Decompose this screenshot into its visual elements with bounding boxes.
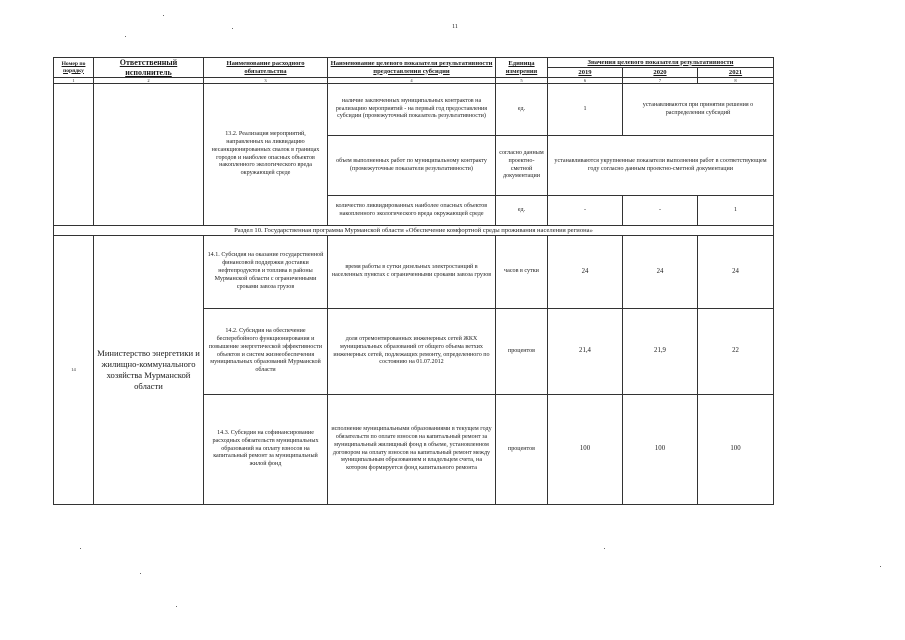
- page-number: 11: [452, 24, 458, 30]
- value-2021-cell: 100: [698, 395, 774, 505]
- value-2021-cell: 22: [698, 309, 774, 395]
- column-number: 3: [204, 78, 328, 84]
- header-year-2020: 2020: [623, 68, 698, 78]
- indicator-cell: количество ликвидированных наиболее опасных объектов накопленного экологического вреда окружающей среде: [328, 196, 496, 226]
- unit-cell: ед.: [496, 84, 548, 136]
- value-2019-cell: 24: [548, 236, 623, 309]
- expense-cell: 14.2. Субсидия на обеспечение бесперебойного функционирования и повышение энергетической эффективности объектов и систем жизнеобеспечения муниципальных образований Мурманской области: [204, 309, 328, 395]
- row-number-cell: 14: [54, 236, 94, 505]
- indicator-cell: время работы в сутки дизельных электростанций в населенных пунктах с ограниченными сроками завоза грузов: [328, 236, 496, 309]
- scan-speck: [176, 606, 177, 607]
- header-year-2019: 2019: [548, 68, 623, 78]
- value-2020-cell: -: [623, 196, 698, 226]
- unit-cell: часов в сутки: [496, 236, 548, 309]
- scan-speck: [232, 28, 233, 29]
- row-number-cell: [54, 84, 94, 226]
- header-num: Номер по порядку: [54, 58, 94, 78]
- executor-cell: [94, 84, 204, 226]
- table-row: [54, 84, 774, 136]
- scan-speck: [140, 573, 141, 574]
- unit-cell: согласно данным проектно-сметной документации: [496, 136, 548, 196]
- expense-cell: 14.1. Субсидия на оказание государственной финансовой поддержки доставки нефтепродуктов и топлива в районы Мурманской области с ограниченными сроками завоза грузов: [204, 236, 328, 309]
- column-number: 7: [623, 78, 698, 84]
- column-number: 1: [54, 78, 94, 84]
- indicator-cell: доля отремонтированных инженерных сетей ЖКХ муниципальных образований от общего объема ветхих инженерных сетей, подлежащих ремонту, определенного по состоянию на 01.07.2012: [328, 309, 496, 395]
- header-unit: Единица измерения: [496, 58, 548, 78]
- value-2020-cell: 100: [623, 395, 698, 505]
- value-2021-cell: 1: [698, 196, 774, 226]
- scan-speck: [880, 566, 881, 567]
- indicators-table: [53, 57, 774, 505]
- value-2021-cell: 24: [698, 236, 774, 309]
- scan-speck: [80, 548, 81, 549]
- unit-cell: ед.: [496, 196, 548, 226]
- indicator-cell: наличие заключенных муниципальных контрактов на реализацию мероприятий - на первый год предоставления субсидии (промежуточный показатель результативности): [328, 84, 496, 136]
- indicator-cell: исполнение муниципальными образованиями в текущем году обязательств по оплате взносов на капитальный ремонт за муниципальный жилищный фонд в объеме, установленном договором на оплату взносов на капитальный ремонт между муниципальным образованием и владельцем счета, на котором формируется фонд капитального ремонта: [328, 395, 496, 505]
- column-number: 6: [548, 78, 623, 84]
- scan-speck: [163, 15, 164, 16]
- value-2019-cell: 21,4: [548, 309, 623, 395]
- column-number: 5: [496, 78, 548, 84]
- unit-cell: процентов: [496, 309, 548, 395]
- section-row: [54, 226, 774, 236]
- indicator-cell: объем выполненных работ по муниципальному контракту (промежуточные показатели результативности): [328, 136, 496, 196]
- unit-cell: процентов: [496, 395, 548, 505]
- header-values: Значения целевого показателя результативности: [548, 58, 774, 68]
- value-2019-cell: -: [548, 196, 623, 226]
- value-2020-cell: 21,9: [623, 309, 698, 395]
- table-row: [54, 236, 774, 309]
- value-2019-cell: 1: [548, 84, 623, 136]
- value-2020-cell: 24: [623, 236, 698, 309]
- column-number: 2: [94, 78, 204, 84]
- header-year-2021: 2021: [698, 68, 774, 78]
- scan-speck: [604, 548, 605, 549]
- expense-cell: 14.3. Субсидия на софинансирование расходных обязательств муниципальных образований на оплату взносов на капитальный ремонт за муниципальный жилой фонд: [204, 395, 328, 505]
- header-executor: Ответственный исполнитель: [94, 58, 204, 78]
- expense-cell: 13.2. Реализация мероприятий, направленных на ликвидацию несанкционированных свалок в границах городов и наиболее опасных объектов накопленного экологического вреда окружающей среде: [204, 84, 328, 226]
- value-2019-cell: 100: [548, 395, 623, 505]
- values-merged-cell: устанавливаются укрупненные показатели выполнения работ в соответствующем году согласно данным проектно-сметной документации: [548, 136, 774, 196]
- header-expense-obligation: Наименование расходного обязательства: [204, 58, 328, 78]
- column-number: 4: [328, 78, 496, 84]
- section-title: Раздел 10. Государственная программа Мурманской области «Обеспечение комфортной среды проживания населения региона»: [54, 226, 774, 236]
- executor-cell: Министерство энергетики и жилищно-коммунального хозяйства Мурманской области: [94, 236, 204, 505]
- scan-speck: [125, 36, 126, 37]
- header-indicator: Наименование целевого показателя результативности предоставления субсидии: [328, 58, 496, 78]
- value-2020-2021-cell: устанавливаются при принятии решения о распределении субсидий: [623, 84, 774, 136]
- column-number: 8: [698, 78, 774, 84]
- header-row: [54, 58, 774, 68]
